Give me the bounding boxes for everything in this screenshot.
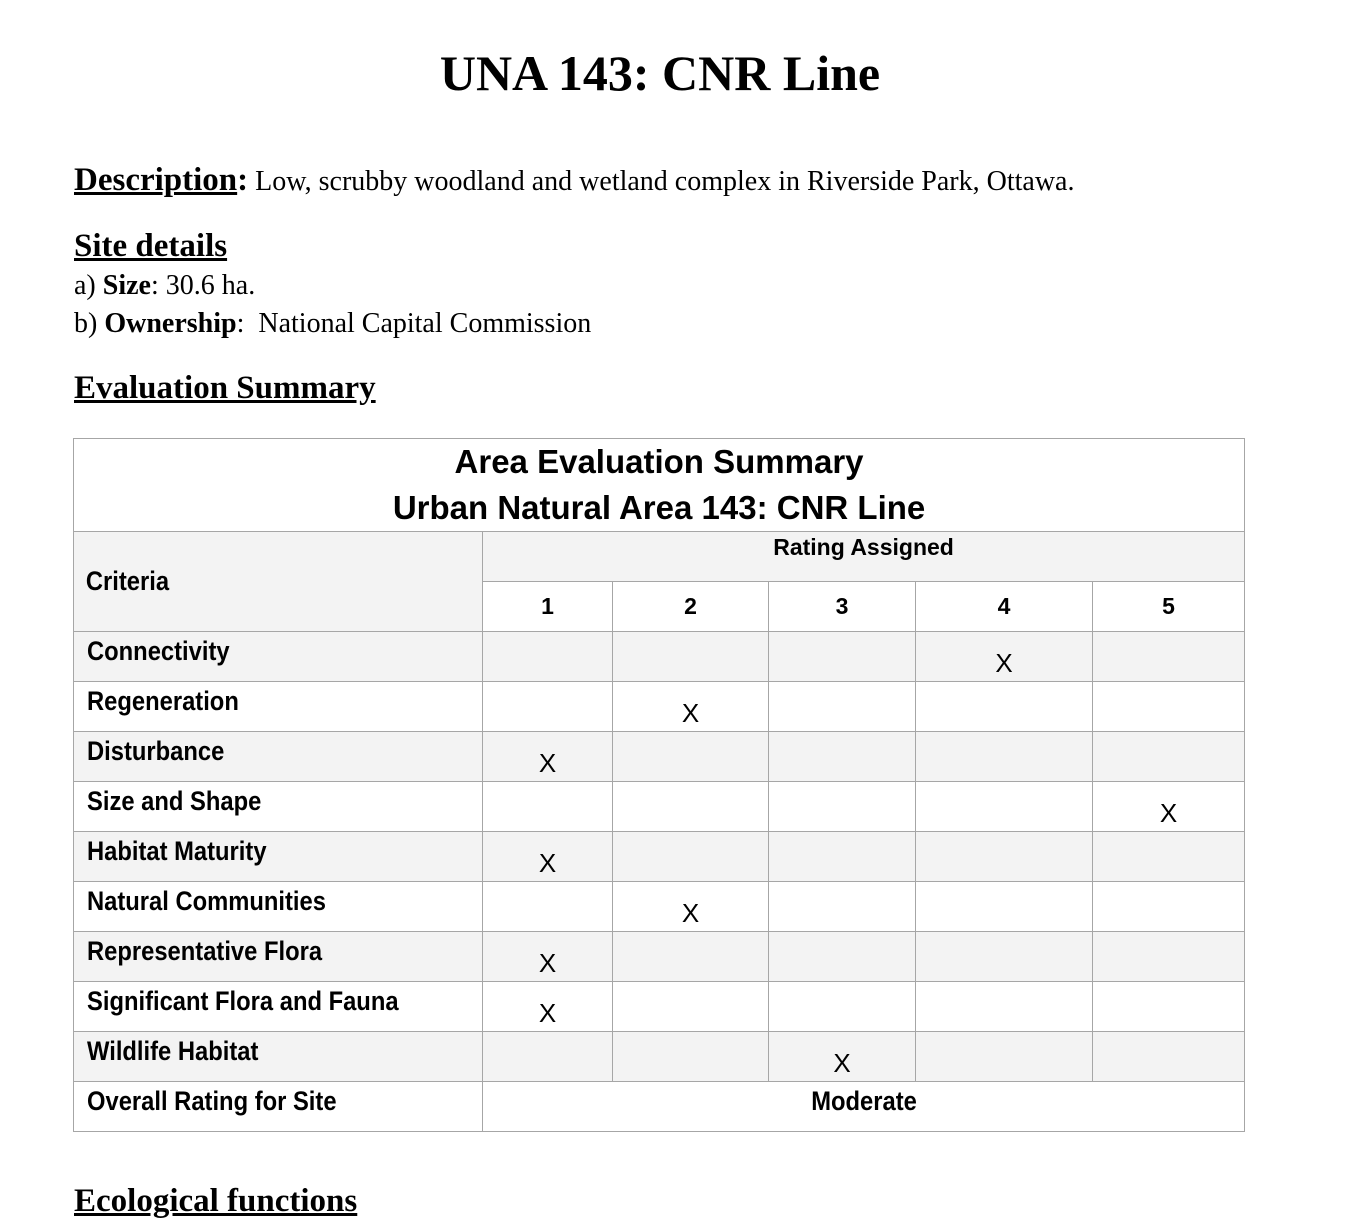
ownership-line <box>74 306 591 342</box>
rating-cell-1 <box>483 632 613 682</box>
rating-level-3: 3 <box>769 582 916 632</box>
rating-cell-5 <box>1093 932 1245 982</box>
rating-cell-3: X <box>769 1032 916 1082</box>
criterion-label-text: Wildlife Habitat <box>87 1036 259 1066</box>
rating-cell-5 <box>1093 832 1245 882</box>
rating-cell-1 <box>483 1032 613 1082</box>
overall-rating-label <box>74 1082 483 1132</box>
evaluation-table <box>73 438 1245 1132</box>
criterion-label <box>74 932 483 982</box>
rating-cell-3 <box>769 932 916 982</box>
ownership-prefix: b) <box>74 308 98 339</box>
description-label: Description <box>74 162 238 198</box>
rating-cell-4 <box>916 932 1093 982</box>
rating-cell-2 <box>613 982 769 1032</box>
description-colon: : <box>237 162 249 198</box>
rating-level-4: 4 <box>916 582 1093 632</box>
table-row <box>74 782 1245 832</box>
rating-cell-4 <box>916 982 1093 1032</box>
size-label: Size <box>102 270 151 301</box>
rating-cell-4 <box>916 832 1093 882</box>
criterion-label-text: Significant Flora and Fauna <box>87 986 399 1016</box>
rating-cell-4 <box>916 1032 1093 1082</box>
table-caption-line1: Area Evaluation Summary <box>454 443 864 480</box>
rating-cell-1: X <box>483 732 613 782</box>
site-details-heading: Site details <box>74 228 228 264</box>
criterion-label <box>74 732 483 782</box>
criterion-label <box>74 1032 483 1082</box>
criterion-label <box>74 782 483 832</box>
rating-cell-5 <box>1093 682 1245 732</box>
criterion-label <box>74 982 483 1032</box>
criterion-label-text: Regeneration <box>87 686 239 716</box>
description-text: Low, scrubby woodland and wetland complex in Riverside Park, Ottawa. <box>255 166 1075 197</box>
table-caption-line2: Urban Natural Area 143: CNR Line <box>392 489 926 526</box>
rating-cell-1: X <box>483 932 613 982</box>
criterion-label <box>74 682 483 732</box>
table-row <box>74 632 1245 682</box>
rating-cell-2: X <box>613 882 769 932</box>
criterion-label-text: Natural Communities <box>87 886 326 916</box>
rating-cell-1 <box>483 882 613 932</box>
overall-rating-value <box>483 1082 1245 1132</box>
criterion-label-text: Disturbance <box>87 736 225 766</box>
rating-cell-2 <box>613 832 769 882</box>
rating-cell-4 <box>916 682 1093 732</box>
rating-cell-3 <box>769 832 916 882</box>
rating-cell-3 <box>769 982 916 1032</box>
rating-cell-3 <box>769 682 916 732</box>
criterion-label <box>74 882 483 932</box>
overall-rating-row <box>74 1082 1245 1132</box>
description <box>74 158 1074 204</box>
header-row <box>74 532 1245 582</box>
rating-cell-3 <box>769 632 916 682</box>
table-row <box>74 732 1245 782</box>
table-row <box>74 982 1245 1032</box>
rating-cell-5 <box>1093 1032 1245 1082</box>
size-value: : 30.6 ha. <box>150 270 256 301</box>
rating-cell-4 <box>916 882 1093 932</box>
rating-cell-1 <box>483 782 613 832</box>
rating-cell-1: X <box>483 982 613 1032</box>
ownership-value: : National Capital Commission <box>236 308 592 339</box>
rating-cell-1: X <box>483 832 613 882</box>
table-row <box>74 1032 1245 1082</box>
ecological-functions-heading: Ecological functions <box>74 1183 358 1219</box>
criterion-label <box>74 832 483 882</box>
rating-cell-3 <box>769 782 916 832</box>
rating-cell-3 <box>769 882 916 932</box>
criteria-header: Criteria <box>74 532 434 632</box>
page-title: UNA 143: CNR Line <box>439 45 881 101</box>
overall-rating-value-text: Moderate <box>810 1086 917 1116</box>
criterion-label-text: Size and Shape <box>87 786 262 816</box>
table-caption <box>74 439 1245 532</box>
criterion-label-text: Connectivity <box>87 636 230 666</box>
rating-cell-2 <box>613 632 769 682</box>
rating-cell-5 <box>1093 732 1245 782</box>
rating-cell-5 <box>1093 882 1245 932</box>
table-row <box>74 932 1245 982</box>
rating-cell-2 <box>613 932 769 982</box>
rating-cell-5 <box>1093 982 1245 1032</box>
rating-cell-1 <box>483 682 613 732</box>
criterion-label-text: Habitat Maturity <box>87 836 267 866</box>
rating-cell-2: X <box>613 682 769 732</box>
rating-cell-5: X <box>1093 782 1245 832</box>
table-caption-row <box>74 439 1245 532</box>
rating-cell-3 <box>769 732 916 782</box>
criterion-label <box>74 632 483 682</box>
rating-cell-2 <box>613 1032 769 1082</box>
ownership-label: Ownership <box>104 308 237 339</box>
rating-assigned-header: Rating Assigned <box>483 532 1245 582</box>
table-row <box>74 682 1245 732</box>
table-row <box>74 832 1245 882</box>
rating-level-2: 2 <box>613 582 769 632</box>
rating-level-1: 1 <box>483 582 613 632</box>
table-row <box>74 882 1245 932</box>
overall-rating-label-text: Overall Rating for Site <box>87 1086 337 1116</box>
rating-cell-4 <box>916 732 1093 782</box>
rating-cell-2 <box>613 732 769 782</box>
rating-cell-2 <box>613 782 769 832</box>
rating-cell-4: X <box>916 632 1093 682</box>
size-prefix: a) <box>74 270 96 301</box>
rating-cell-5 <box>1093 632 1245 682</box>
rating-level-5: 5 <box>1093 582 1245 632</box>
evaluation-summary-heading: Evaluation Summary <box>74 370 376 406</box>
size-line <box>74 268 255 304</box>
rating-cell-4 <box>916 782 1093 832</box>
criterion-label-text: Representative Flora <box>87 936 323 966</box>
